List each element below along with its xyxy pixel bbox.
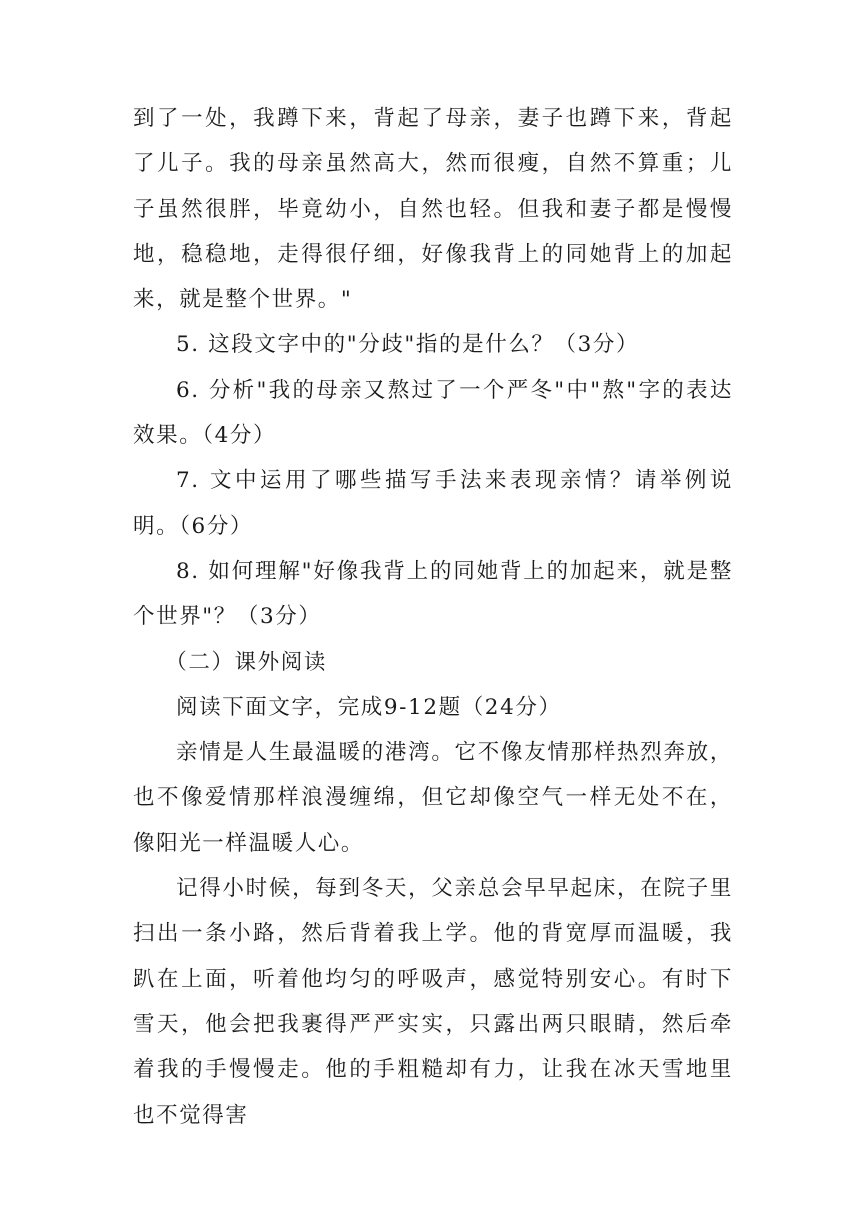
question-6: 6. 分析"我的母亲又熬过了一个严冬"中"熬"字的表达效果。（4分） bbox=[133, 377, 733, 449]
reading-instruction: 阅读下面文字，完成9-12题（24分） bbox=[176, 694, 562, 720]
passage-paragraph: 亲情是人生最温暖的港湾。它不像友情那样热烈奔放，也不像爱情那样浪漫缠绵，但它却像空气一样无处不在，像阳光一样温暖人心。 bbox=[133, 740, 733, 856]
document-body bbox=[133, 96, 733, 1138]
section-heading: （二）课外阅读 bbox=[165, 649, 327, 675]
passage-paragraph: 到了一处，我蹲下来，背起了母亲，妻子也蹲下来，背起了儿子。我的母亲虽然高大，然而很瘦，自然不算重；儿子虽然很胖，毕竟幼小，自然也轻。但我和妻子都是慢慢地，稳稳地，走得很仔细，好像我背上的同她背上的加起来，就是整个世界。" bbox=[133, 106, 733, 313]
passage-paragraph: 记得小时候，每到冬天，父亲总会早早起床，在院子里扫出一条小路，然后背着我上学。他的背宽厚而温暖，我趴在上面，听着他均匀的呼吸声，感觉特别安心。有时下雪天，他会把我裹得严严实实，只露出两只眼睛，然后牵着我的手慢慢走。他的手粗糙却有力，让我在冰天雪地里也不觉得害 bbox=[133, 876, 733, 1128]
question-5: 5. 这段文字中的"分歧"指的是什么？（3分） bbox=[176, 332, 640, 358]
question-7: 7. 文中运用了哪些描写手法来表现亲情？请举例说明。（6分） bbox=[133, 468, 733, 539]
question-8: 8. 如何理解"好像我背上的同她背上的加起来，就是整个世界"？（3分） bbox=[133, 558, 733, 630]
